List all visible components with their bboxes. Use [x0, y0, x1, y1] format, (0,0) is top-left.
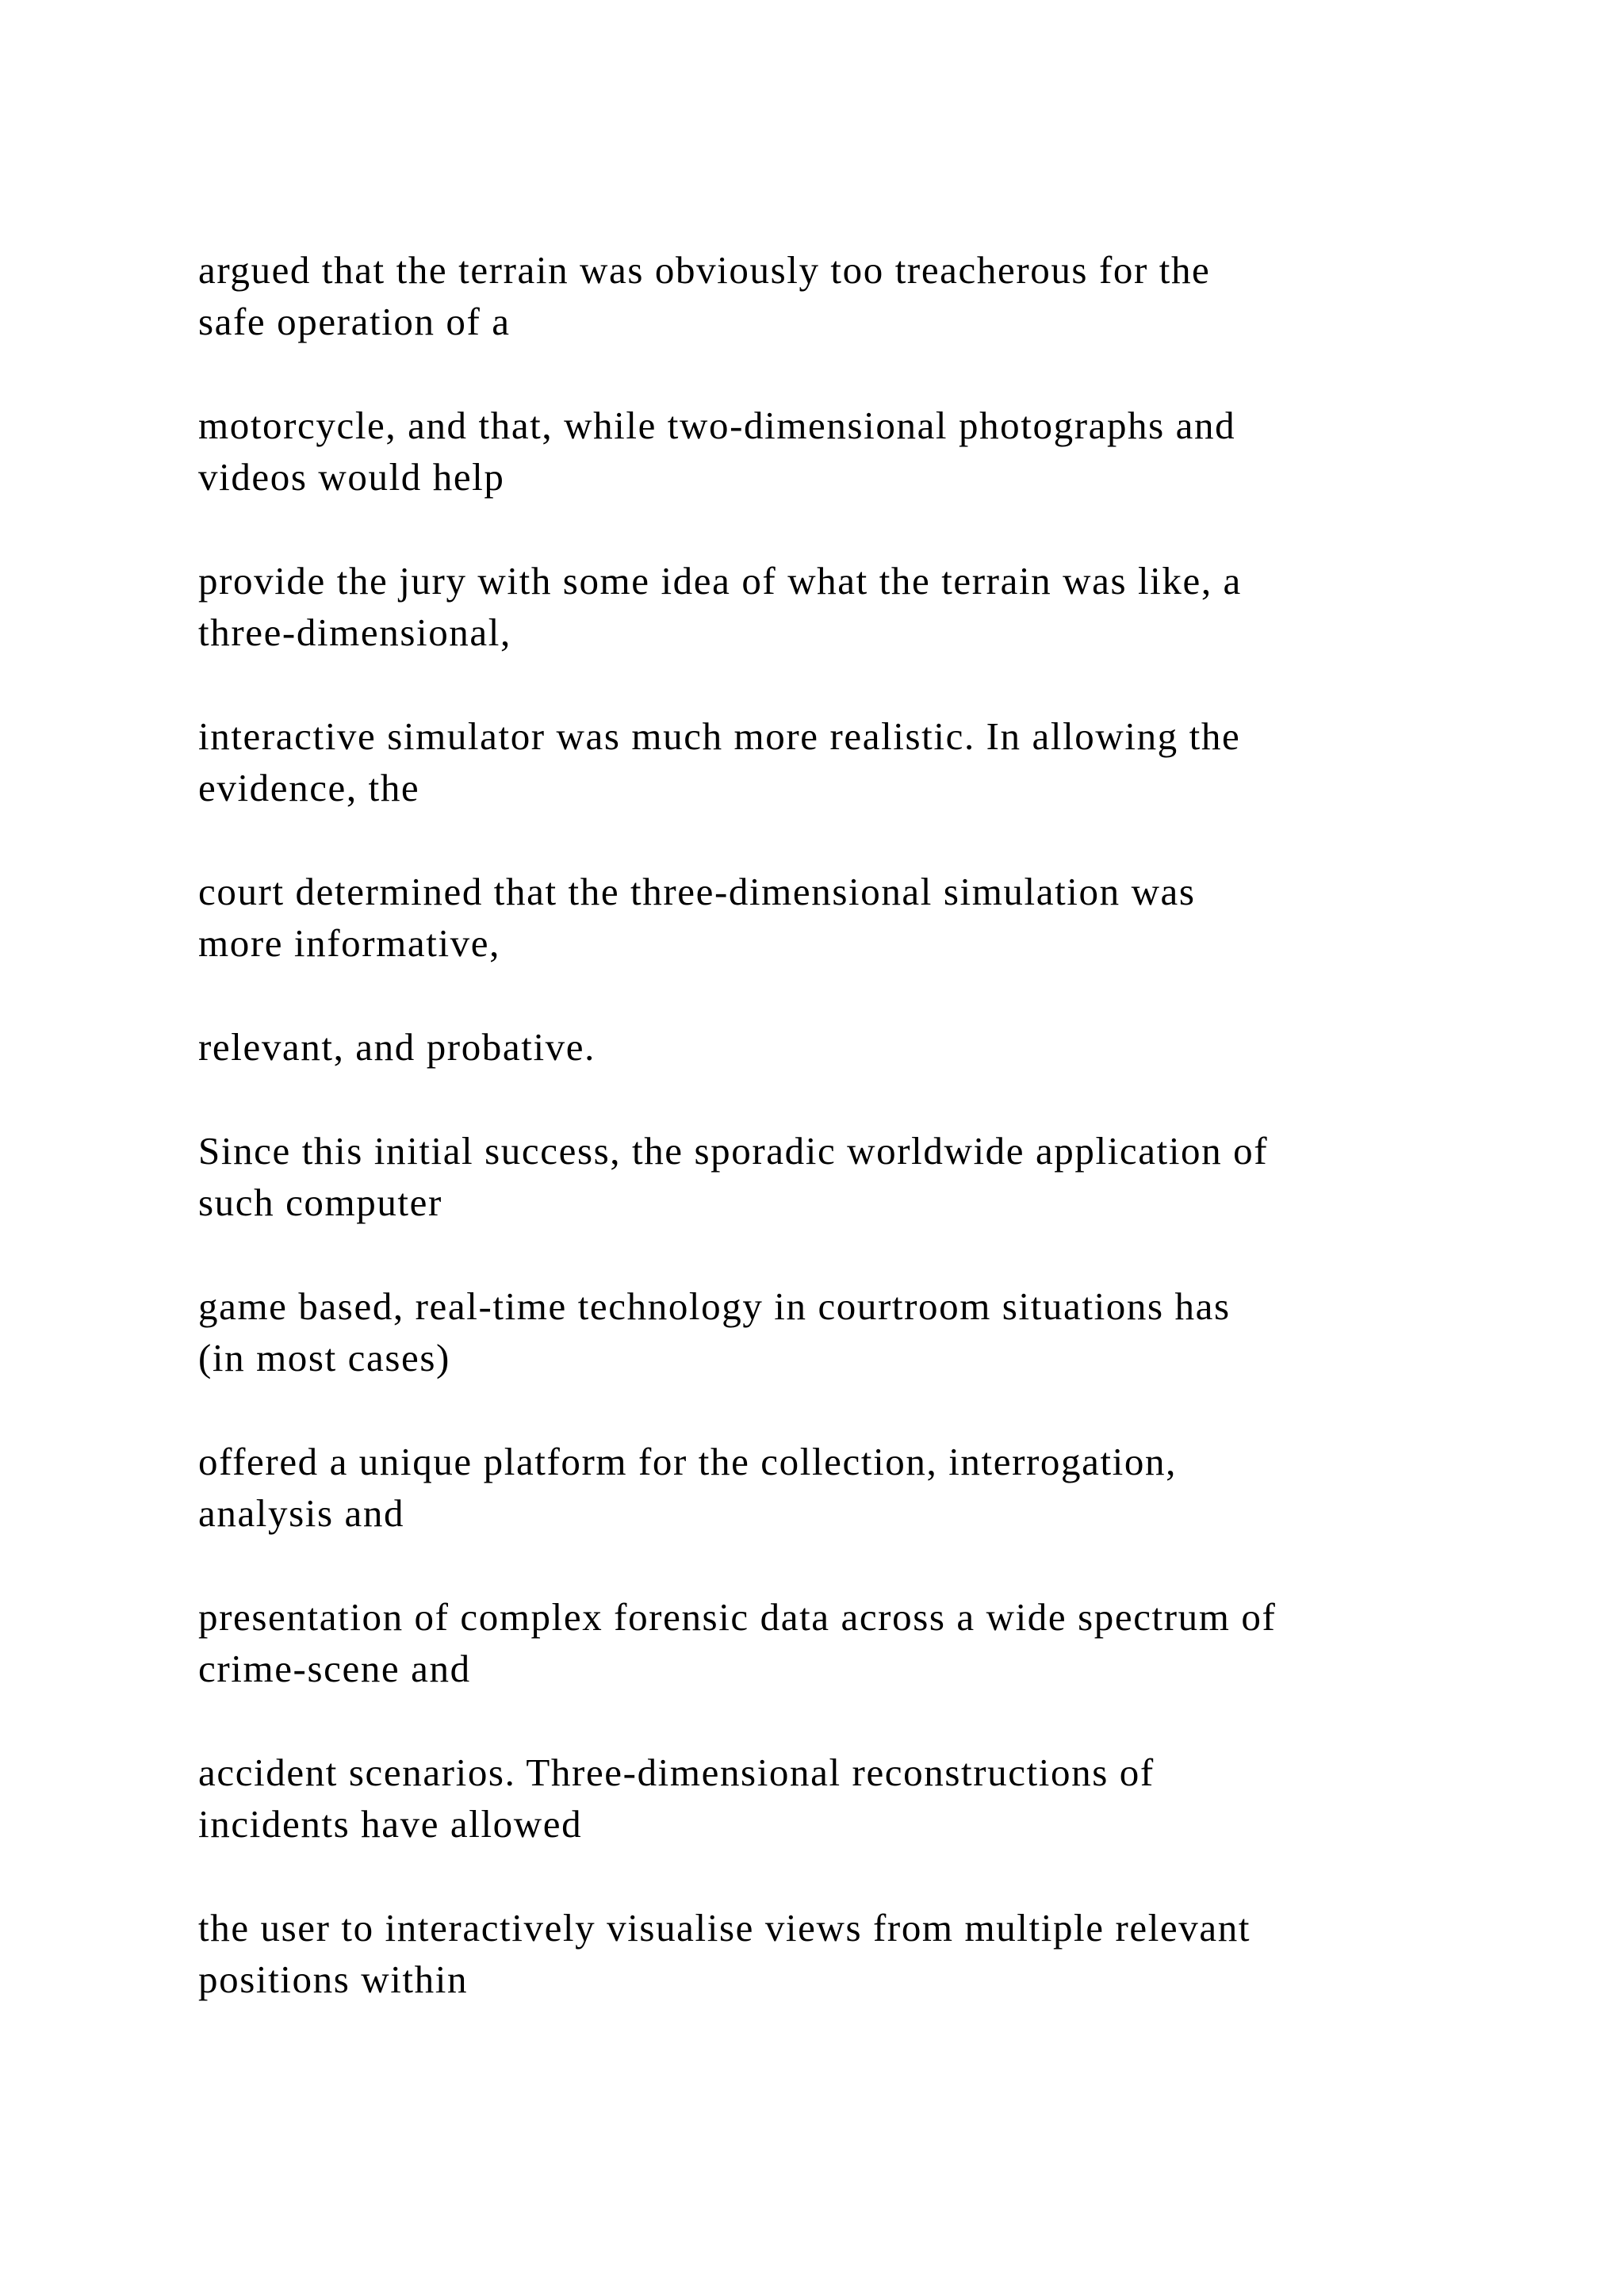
text-line: motorcycle, and that, while two-dimensional photographs and: [198, 404, 1236, 447]
text-line: game based, real-time technology in courtroom situations has: [198, 1284, 1231, 1328]
paragraph: [198, 1747, 1546, 1850]
text-line: Since this initial success, the sporadic worldwide application of: [198, 1129, 1269, 1173]
paragraph: [198, 400, 1546, 503]
text-line: videos would help: [198, 455, 505, 499]
text-line: argued that the terrain was obviously too treacherous for the: [198, 248, 1211, 292]
text-line: provide the jury with some idea of what the terrain was like, a: [198, 559, 1242, 603]
text-line: analysis and: [198, 1491, 405, 1535]
paragraph: [198, 244, 1546, 347]
text-line: the user to interactively visualise views from multiple relevant: [198, 1906, 1251, 1950]
paragraph: [198, 1436, 1546, 1539]
text-line: positions within: [198, 1957, 469, 2001]
text-line: more informative,: [198, 921, 500, 965]
paragraph: [198, 1021, 1546, 1073]
paragraph: [198, 710, 1546, 813]
paragraph: [198, 1125, 1546, 1228]
text-line: such computer: [198, 1181, 442, 1224]
text-line: presentation of complex forensic data across a wide spectrum of: [198, 1595, 1277, 1639]
text-line: accident scenarios. Three-dimensional reconstructions of: [198, 1751, 1155, 1794]
text-line: offered a unique platform for the collection, interrogation,: [198, 1440, 1177, 1483]
text-line: court determined that the three-dimensional simulation was: [198, 870, 1196, 913]
text-line: (in most cases): [198, 1336, 450, 1380]
paragraph: [198, 1591, 1546, 1694]
text-line: interactive simulator was much more realistic. In allowing the: [198, 714, 1241, 758]
text-line: incidents have allowed: [198, 1802, 583, 1846]
paragraph: [198, 555, 1546, 658]
body-text: [198, 244, 1546, 2057]
text-line: safe operation of a: [198, 300, 511, 343]
paragraph: [198, 866, 1546, 969]
text-line: three-dimensional,: [198, 610, 511, 654]
paragraph: [198, 1280, 1546, 1383]
text-line: relevant, and probative.: [198, 1025, 596, 1069]
paragraph: [198, 1902, 1546, 2005]
text-line: evidence, the: [198, 766, 420, 809]
text-line: crime-scene and: [198, 1647, 471, 1690]
